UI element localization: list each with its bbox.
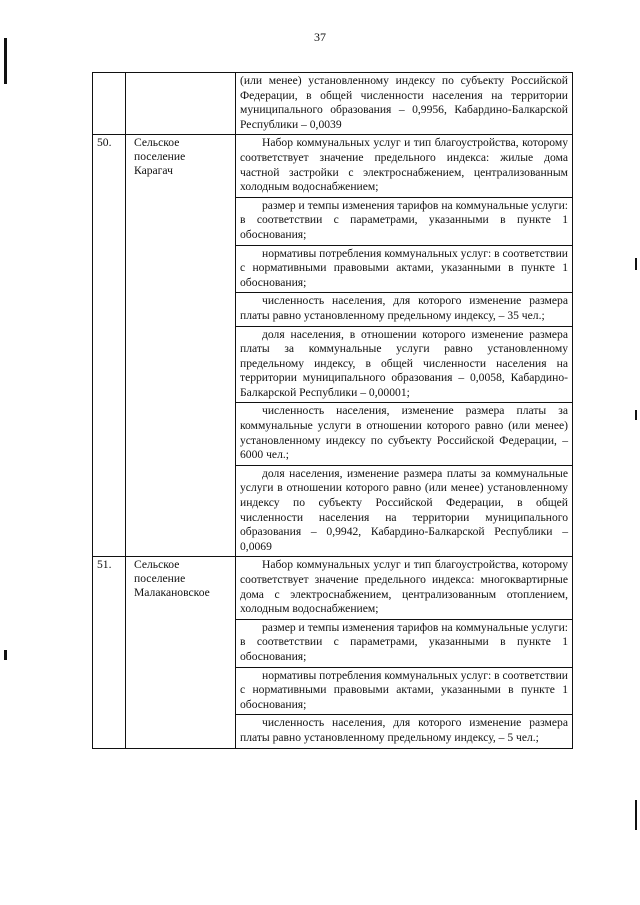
page-number: 37 [314, 30, 326, 44]
description-paragraph: Набор коммунальных услуг и тип благоустройства, которому соответствует значение предельного индекса: жилые дома частной застройки с электроснабжением, централизованным холодным водоснабжением; [236, 135, 572, 197]
table-row [93, 557, 573, 748]
description-paragraph: численность населения, изменение размера платы за коммунальные услуги в отношении которого равно (или менее) установленному индексу по субъекту Российской Федерации, – 6000 чел.; [236, 403, 572, 465]
description-paragraph: (или менее) установленному индексу по субъекту Российской Федерации, в общей численности населения на территории муниципального образования – 0,9956, Кабардино-Балкарской Республики – 0,0039 [240, 74, 568, 131]
description-paragraph: численность населения, для которого изменение размера платы равно установленному предельному индексу, – 35 чел.; [236, 293, 572, 326]
row-number: 51. [93, 557, 126, 748]
municipalities-table [92, 72, 573, 749]
row-number [93, 73, 126, 135]
table-row [93, 135, 573, 557]
row-number: 50. [93, 135, 126, 557]
scan-margin-mark [635, 258, 637, 270]
scan-margin-mark [635, 410, 637, 420]
description-paragraph: Набор коммунальных услуг и тип благоустройства, которому соответствует значение предельного индекса: многоквартирные дома с электроснабжением, централизованным отоплением, холодным водоснабжением; [236, 557, 572, 619]
table-row [93, 73, 573, 135]
municipality-name-line: Малакановское [134, 586, 210, 600]
description-paragraph: доля населения, в отношении которого изменение размера платы за коммунальные услуги равно установленному предельному индексу, в общей численности населения на территории муниципального образования – 0,0058, Кабардино-Балкарской Республики – 0,00001; [236, 327, 572, 404]
description-paragraph: размер и темпы изменения тарифов на коммунальные услуги: в соответствии с параметрами, указанными в пункте 1 обоснования; [236, 198, 572, 246]
municipality-name-line: Сельское [134, 558, 180, 572]
description-paragraph: численность населения, для которого изменение размера платы равно установленному предельному индексу, – 5 чел.; [240, 716, 568, 744]
description-cell [236, 135, 573, 557]
description-paragraph: размер и темпы изменения тарифов на коммунальные услуги: в соответствии с параметрами, указанными в пункте 1 обоснования; [236, 620, 572, 668]
description-paragraph: нормативы потребления коммунальных услуг: в соответствии с нормативными правовыми актами, указанными в пункте 1 обоснования; [236, 246, 572, 294]
municipality-name-line: поселение [134, 150, 186, 164]
scan-margin-mark [4, 650, 7, 660]
municipality-name [126, 73, 236, 135]
description-cell [236, 73, 573, 135]
scan-margin-mark [635, 800, 637, 830]
scan-margin-mark [4, 38, 7, 84]
municipality-name [126, 135, 236, 557]
municipality-name-line: Сельское [134, 136, 180, 150]
description-cell [236, 557, 573, 748]
description-paragraph: нормативы потребления коммунальных услуг: в соответствии с нормативными правовыми актами, указанными в пункте 1 обоснования; [236, 668, 572, 716]
municipality-name-line: Карагач [134, 164, 173, 178]
municipality-name-line: поселение [134, 572, 186, 586]
municipality-name [126, 557, 236, 748]
description-paragraph: доля населения, изменение размера платы за коммунальные услуги в отношении которого равно (или менее) установленному индексу по субъекту Российской Федерации, в общей численности населения на территории муниципального образования – 0,9942, Кабардино-Балкарской Республики – 0,0069 [240, 466, 568, 553]
